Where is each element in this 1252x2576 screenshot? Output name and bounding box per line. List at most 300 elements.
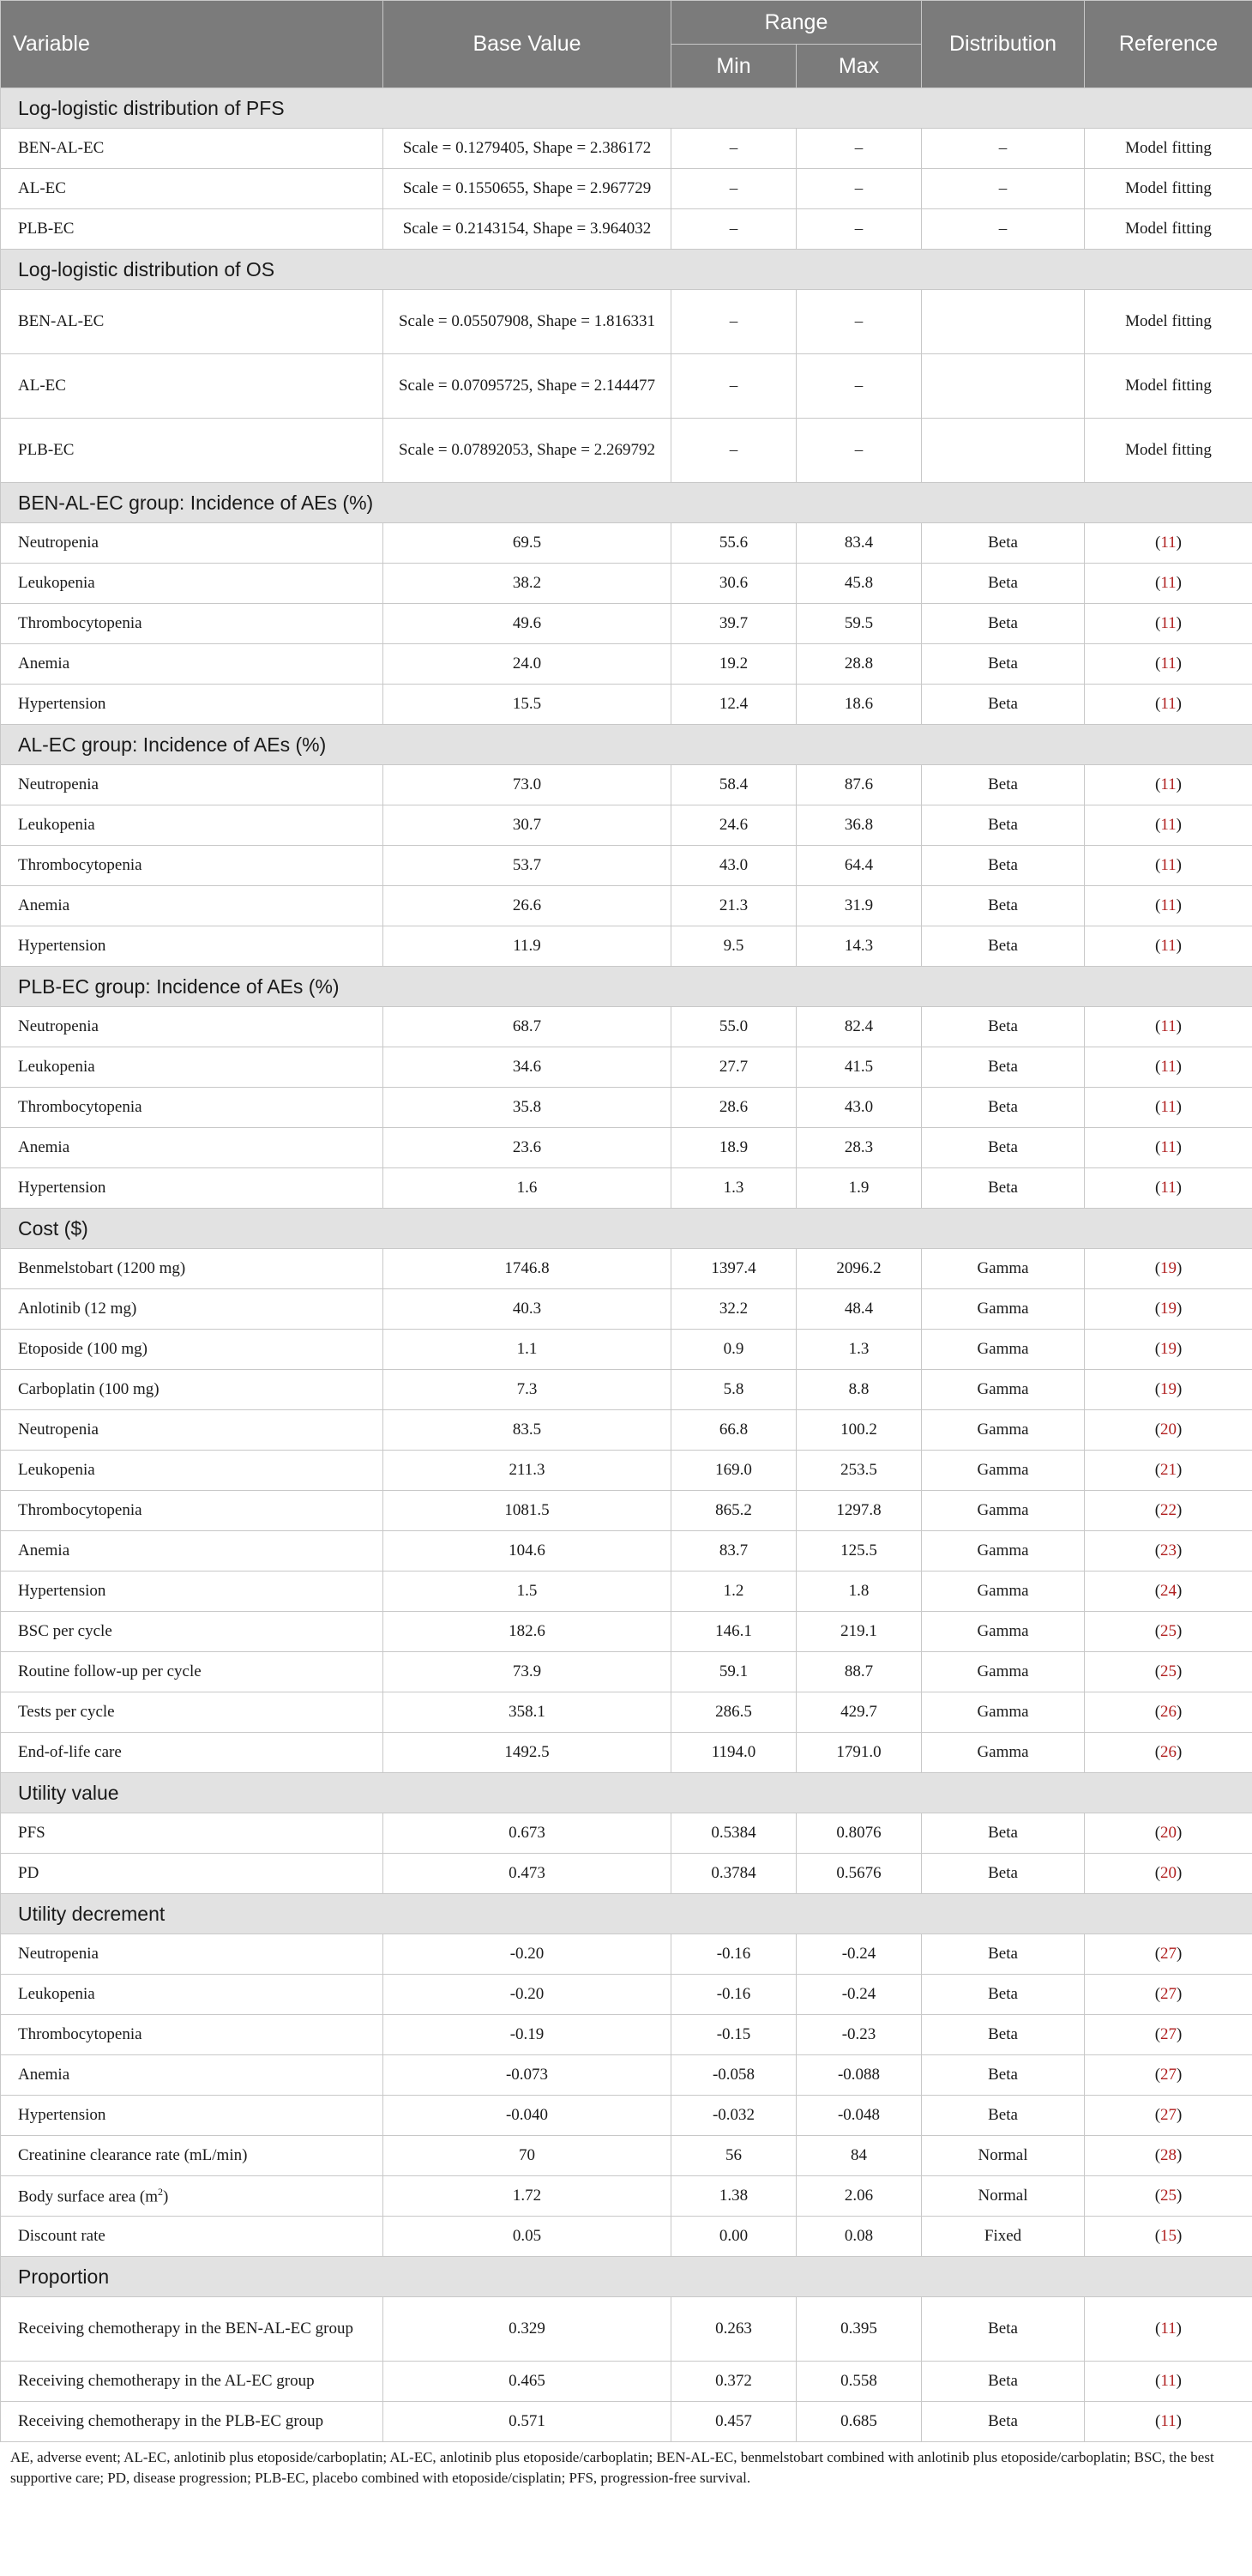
reference-link[interactable]: 27: [1160, 2106, 1177, 2124]
section-title: Cost ($): [1, 1209, 1252, 1249]
distribution-cell: Beta: [922, 1007, 1085, 1047]
ref-close-paren: ): [1176, 1098, 1182, 1116]
min-cell: 83.7: [671, 1531, 797, 1572]
reference-cell: [1085, 805, 1252, 846]
reference-link[interactable]: 19: [1160, 1300, 1177, 1318]
base-value-cell: 1.6: [383, 1168, 671, 1209]
variable-cell: [1, 1047, 383, 1088]
variable-cell: [1, 805, 383, 846]
variable-cell: [1, 1330, 383, 1370]
table-row: [1, 1531, 1252, 1572]
reference-cell: [1085, 846, 1252, 886]
reference-link[interactable]: 19: [1160, 1259, 1177, 1277]
variable-suffix: ): [163, 2187, 169, 2206]
variable-cell: [1, 1652, 383, 1692]
reference-link[interactable]: 11: [1160, 856, 1177, 874]
reference-cell: [1085, 685, 1252, 725]
min-cell: 24.6: [671, 805, 797, 846]
min-cell: 9.5: [671, 926, 797, 967]
max-cell: -0.24: [797, 1975, 922, 2015]
header-base-value: Base Value: [383, 1, 671, 88]
reference-link[interactable]: 27: [1160, 2066, 1177, 2084]
table-row: [1, 2362, 1252, 2402]
ref-close-paren: ): [1177, 1945, 1183, 1963]
table-row: [1, 1370, 1252, 1410]
table-row: [1, 2402, 1252, 2442]
base-value-cell: -0.19: [383, 2015, 671, 2055]
reference-cell: [1085, 1370, 1252, 1410]
distribution-cell: Beta: [922, 2096, 1085, 2136]
table-row: [1, 1128, 1252, 1168]
ref-open-paren: (: [1154, 1461, 1161, 1479]
reference-link[interactable]: 20: [1160, 1421, 1177, 1439]
table-row: [1, 564, 1252, 604]
variable-cell: [1, 644, 383, 685]
distribution-cell: Fixed: [922, 2217, 1085, 2257]
variable-cell: [1, 564, 383, 604]
ref-close-paren: ): [1176, 775, 1182, 793]
variable-cell: [1, 354, 383, 419]
reference-cell: [1085, 1934, 1252, 1975]
reference-link[interactable]: 11: [1160, 2412, 1177, 2430]
max-cell: -0.088: [797, 2055, 922, 2096]
reference-cell: [1085, 1289, 1252, 1330]
ref-open-paren: (: [1154, 2187, 1161, 2205]
ref-open-paren: (: [1154, 1662, 1161, 1680]
base-value-cell: 1.5: [383, 1572, 671, 1612]
reference-link[interactable]: 19: [1160, 1380, 1177, 1398]
max-cell: 0.685: [797, 2402, 922, 2442]
reference-link[interactable]: 25: [1160, 2187, 1177, 2205]
variable-label: Thrombocytopenia: [18, 2025, 142, 2043]
ref-open-paren: (: [1155, 614, 1161, 632]
variable-label: Benmelstobart (1200 mg): [18, 1259, 186, 1277]
max-cell: 8.8: [797, 1370, 922, 1410]
reference-link[interactable]: 27: [1160, 1945, 1177, 1963]
max-cell: 59.5: [797, 604, 922, 644]
distribution-cell: Gamma: [922, 1330, 1085, 1370]
distribution-cell: Normal: [922, 2176, 1085, 2217]
ref-close-paren: ): [1177, 1461, 1183, 1479]
max-cell: –: [797, 209, 922, 250]
reference-cell: [1085, 523, 1252, 564]
ref-close-paren: ): [1177, 2025, 1183, 2043]
variable-label: Anemia: [18, 1138, 70, 1156]
reference-text: Model fitting: [1125, 312, 1212, 330]
max-cell: 41.5: [797, 1047, 922, 1088]
ref-close-paren: ): [1176, 937, 1182, 955]
base-value-cell: 0.329: [383, 2297, 671, 2362]
max-cell: 48.4: [797, 1289, 922, 1330]
base-value-cell: Scale = 0.2143154, Shape = 3.964032: [383, 209, 671, 250]
section-title: Utility value: [1, 1773, 1252, 1813]
ref-close-paren: ): [1176, 614, 1182, 632]
min-cell: 0.457: [671, 2402, 797, 2442]
min-cell: 0.263: [671, 2297, 797, 2362]
base-value-cell: 73.0: [383, 765, 671, 805]
base-value-cell: 0.05: [383, 2217, 671, 2257]
variable-label: Leukopenia: [18, 1058, 95, 1076]
ref-close-paren: ): [1177, 1380, 1183, 1398]
ref-open-paren: (: [1154, 1743, 1161, 1761]
reference-link[interactable]: 11: [1160, 1138, 1177, 1156]
variable-cell: [1, 1531, 383, 1572]
table-row: [1, 2297, 1252, 2362]
reference-link[interactable]: 11: [1160, 1058, 1177, 1076]
reference-link[interactable]: 11: [1160, 775, 1177, 793]
variable-cell: [1, 1692, 383, 1733]
reference-link[interactable]: 26: [1160, 1703, 1177, 1721]
variable-cell: [1, 926, 383, 967]
reference-cell: [1085, 169, 1252, 209]
table-row: [1, 1652, 1252, 1692]
section-header-row: [1, 483, 1252, 523]
reference-link[interactable]: 11: [1160, 1179, 1177, 1197]
table-row: [1, 1410, 1252, 1451]
base-value-cell: Scale = 0.1550655, Shape = 2.967729: [383, 169, 671, 209]
table-row: [1, 1854, 1252, 1894]
reference-link[interactable]: 25: [1160, 1662, 1177, 1680]
min-cell: 28.6: [671, 1088, 797, 1128]
min-cell: 146.1: [671, 1612, 797, 1652]
reference-text: Model fitting: [1125, 220, 1212, 238]
min-cell: 0.5384: [671, 1813, 797, 1854]
ref-open-paren: (: [1154, 1864, 1161, 1882]
reference-link[interactable]: 20: [1160, 1864, 1177, 1882]
distribution-cell: Gamma: [922, 1572, 1085, 1612]
ref-close-paren: ): [1176, 816, 1182, 834]
ref-open-paren: (: [1154, 1622, 1161, 1640]
min-cell: 19.2: [671, 644, 797, 685]
ref-close-paren: ): [1177, 1824, 1183, 1842]
reference-link[interactable]: 11: [1160, 614, 1177, 632]
base-value-cell: 15.5: [383, 685, 671, 725]
distribution-cell: Beta: [922, 644, 1085, 685]
reference-link[interactable]: 11: [1160, 695, 1177, 713]
table-row: [1, 1813, 1252, 1854]
min-cell: 0.3784: [671, 1854, 797, 1894]
reference-cell: [1085, 644, 1252, 685]
reference-cell: [1085, 2402, 1252, 2442]
min-cell: –: [671, 129, 797, 169]
distribution-cell: Beta: [922, 805, 1085, 846]
ref-close-paren: ): [1177, 1501, 1183, 1519]
distribution-cell: Gamma: [922, 1451, 1085, 1491]
ref-open-paren: (: [1154, 1582, 1161, 1600]
distribution-cell: Beta: [922, 2362, 1085, 2402]
base-value-cell: 49.6: [383, 604, 671, 644]
reference-text: Model fitting: [1125, 377, 1212, 395]
table-row: [1, 644, 1252, 685]
reference-link[interactable]: 26: [1160, 1743, 1177, 1761]
distribution-cell: Beta: [922, 1975, 1085, 2015]
variable-cell: [1, 1451, 383, 1491]
max-cell: 45.8: [797, 564, 922, 604]
max-cell: 253.5: [797, 1451, 922, 1491]
variable-label: End-of-life care: [18, 1743, 122, 1761]
reference-link[interactable]: 25: [1160, 1622, 1177, 1640]
variable-cell: [1, 419, 383, 483]
base-value-cell: 11.9: [383, 926, 671, 967]
base-value-cell: 26.6: [383, 886, 671, 926]
max-cell: 36.8: [797, 805, 922, 846]
section-title: Log-logistic distribution of OS: [1, 250, 1252, 290]
max-cell: 28.8: [797, 644, 922, 685]
variable-cell: [1, 1733, 383, 1773]
ref-close-paren: ): [1177, 2227, 1183, 2245]
ref-close-paren: ): [1176, 655, 1182, 673]
table-row: [1, 765, 1252, 805]
max-cell: 125.5: [797, 1531, 922, 1572]
variable-label: Thrombocytopenia: [18, 1098, 142, 1116]
reference-link[interactable]: 22: [1160, 1501, 1177, 1519]
reference-link[interactable]: 20: [1160, 1824, 1177, 1842]
variable-label: Anemia: [18, 655, 70, 673]
base-value-cell: 0.473: [383, 1854, 671, 1894]
min-cell: 1.38: [671, 2176, 797, 2217]
max-cell: 0.395: [797, 2297, 922, 2362]
reference-link[interactable]: 11: [1160, 896, 1177, 914]
reference-link[interactable]: 24: [1160, 1582, 1177, 1600]
table-row: [1, 2217, 1252, 2257]
reference-cell: [1085, 2015, 1252, 2055]
min-cell: 286.5: [671, 1692, 797, 1733]
reference-link[interactable]: 11: [1160, 574, 1177, 592]
table-row: [1, 1612, 1252, 1652]
reference-link[interactable]: 28: [1160, 2146, 1177, 2164]
max-cell: 0.8076: [797, 1813, 922, 1854]
variable-cell: [1, 1975, 383, 2015]
distribution-cell: [922, 290, 1085, 354]
variable-label: Leukopenia: [18, 1461, 95, 1479]
min-cell: 59.1: [671, 1652, 797, 1692]
base-value-cell: Scale = 0.1279405, Shape = 2.386172: [383, 129, 671, 169]
table-row: [1, 886, 1252, 926]
header-distribution: Distribution: [922, 1, 1085, 88]
variable-label: Thrombocytopenia: [18, 1501, 142, 1519]
distribution-cell: Beta: [922, 846, 1085, 886]
reference-link[interactable]: 11: [1160, 655, 1177, 673]
table-row: [1, 2015, 1252, 2055]
section-header-row: [1, 725, 1252, 765]
max-cell: 1.9: [797, 1168, 922, 1209]
min-cell: 39.7: [671, 604, 797, 644]
reference-cell: [1085, 1531, 1252, 1572]
reference-text: Model fitting: [1125, 441, 1212, 459]
max-cell: 2096.2: [797, 1249, 922, 1289]
variable-label: Discount rate: [18, 2227, 105, 2245]
distribution-cell: Gamma: [922, 1612, 1085, 1652]
ref-close-paren: ): [1177, 1864, 1183, 1882]
table-row: [1, 1088, 1252, 1128]
reference-link[interactable]: 21: [1160, 1461, 1177, 1479]
reference-link[interactable]: 15: [1160, 2227, 1177, 2245]
table-row: [1, 1491, 1252, 1531]
max-cell: 14.3: [797, 926, 922, 967]
min-cell: 865.2: [671, 1491, 797, 1531]
min-cell: –: [671, 290, 797, 354]
reference-link[interactable]: 11: [1160, 1098, 1177, 1116]
variable-cell: [1, 1854, 383, 1894]
reference-cell: [1085, 2176, 1252, 2217]
ref-open-paren: (: [1155, 2412, 1161, 2430]
min-cell: 43.0: [671, 846, 797, 886]
ref-open-paren: (: [1154, 2227, 1161, 2245]
reference-cell: [1085, 1733, 1252, 1773]
section-title: PLB-EC group: Incidence of AEs (%): [1, 967, 1252, 1007]
variable-cell: [1, 765, 383, 805]
base-value-cell: 73.9: [383, 1652, 671, 1692]
ref-open-paren: (: [1155, 655, 1161, 673]
table-row: [1, 1934, 1252, 1975]
reference-link[interactable]: 11: [1160, 2320, 1177, 2338]
max-cell: 43.0: [797, 1088, 922, 1128]
ref-open-paren: (: [1154, 2066, 1161, 2084]
variable-cell: [1, 290, 383, 354]
ref-close-paren: ): [1176, 1138, 1182, 1156]
reference-link[interactable]: 11: [1160, 534, 1177, 552]
section-title: Utility decrement: [1, 1894, 1252, 1934]
max-cell: 1.8: [797, 1572, 922, 1612]
distribution-cell: Beta: [922, 1128, 1085, 1168]
variable-cell: [1, 886, 383, 926]
max-cell: 0.558: [797, 2362, 922, 2402]
min-cell: 55.0: [671, 1007, 797, 1047]
section-title: Proportion: [1, 2257, 1252, 2297]
distribution-cell: Beta: [922, 1047, 1085, 1088]
reference-link[interactable]: 27: [1160, 2025, 1177, 2043]
reference-cell: [1085, 290, 1252, 354]
ref-close-paren: ): [1176, 1017, 1182, 1035]
table-row: [1, 1007, 1252, 1047]
ref-close-paren: ): [1177, 1662, 1183, 1680]
distribution-cell: Beta: [922, 604, 1085, 644]
ref-open-paren: (: [1154, 2106, 1161, 2124]
variable-cell: [1, 1572, 383, 1612]
min-cell: 55.6: [671, 523, 797, 564]
reference-cell: [1085, 1410, 1252, 1451]
min-cell: 12.4: [671, 685, 797, 725]
variable-label: Thrombocytopenia: [18, 614, 142, 632]
variable-cell: [1, 1088, 383, 1128]
variable-label: Anemia: [18, 896, 70, 914]
reference-text: Model fitting: [1125, 139, 1212, 157]
base-value-cell: 35.8: [383, 1088, 671, 1128]
max-cell: 1791.0: [797, 1733, 922, 1773]
ref-open-paren: (: [1154, 1945, 1161, 1963]
distribution-cell: Gamma: [922, 1289, 1085, 1330]
min-cell: -0.15: [671, 2015, 797, 2055]
max-cell: 1297.8: [797, 1491, 922, 1531]
base-value-cell: -0.20: [383, 1975, 671, 2015]
variable-label: PLB-EC: [18, 441, 75, 459]
ref-close-paren: ): [1177, 1300, 1183, 1318]
max-cell: 2.06: [797, 2176, 922, 2217]
reference-cell: [1085, 1491, 1252, 1531]
ref-open-paren: (: [1155, 856, 1161, 874]
min-cell: 21.3: [671, 886, 797, 926]
ref-close-paren: ): [1177, 2187, 1183, 2205]
distribution-cell: Beta: [922, 1168, 1085, 1209]
distribution-cell: Gamma: [922, 1491, 1085, 1531]
min-cell: 5.8: [671, 1370, 797, 1410]
variable-cell: [1, 169, 383, 209]
table-row: [1, 685, 1252, 725]
ref-close-paren: ): [1176, 896, 1182, 914]
reference-link[interactable]: 27: [1160, 1985, 1177, 2003]
variable-label: Leukopenia: [18, 574, 95, 592]
section-header-row: [1, 1773, 1252, 1813]
variable-label: Anlotinib (12 mg): [18, 1300, 137, 1318]
reference-cell: [1085, 209, 1252, 250]
section-header-row: [1, 1209, 1252, 1249]
reference-link[interactable]: 11: [1160, 937, 1177, 955]
variable-label: Hypertension: [18, 1582, 106, 1600]
ref-close-paren: ): [1177, 1703, 1183, 1721]
reference-cell: [1085, 1612, 1252, 1652]
variable-label: PD: [18, 1864, 39, 1882]
reference-cell: [1085, 1975, 1252, 2015]
base-value-cell: 23.6: [383, 1128, 671, 1168]
base-value-cell: Scale = 0.05507908, Shape = 1.816331: [383, 290, 671, 354]
ref-open-paren: (: [1154, 1501, 1161, 1519]
reference-link[interactable]: 23: [1160, 1541, 1177, 1559]
ref-open-paren: (: [1155, 534, 1161, 552]
reference-link[interactable]: 11: [1160, 816, 1177, 834]
distribution-cell: Gamma: [922, 1531, 1085, 1572]
header-range: Range: [671, 1, 922, 45]
reference-link[interactable]: 11: [1160, 2372, 1177, 2390]
variable-cell: [1, 2096, 383, 2136]
max-cell: –: [797, 419, 922, 483]
variable-label: Routine follow-up per cycle: [18, 1662, 202, 1680]
max-cell: 0.08: [797, 2217, 922, 2257]
reference-link[interactable]: 19: [1160, 1340, 1177, 1358]
ref-open-paren: (: [1154, 1824, 1161, 1842]
base-value-cell: 1492.5: [383, 1733, 671, 1773]
ref-close-paren: ): [1177, 1622, 1183, 1640]
ref-close-paren: ): [1177, 2066, 1183, 2084]
ref-close-paren: ): [1176, 1179, 1182, 1197]
reference-link[interactable]: 11: [1160, 1017, 1177, 1035]
variable-cell: [1, 2297, 383, 2362]
section-header-row: [1, 250, 1252, 290]
table-row: [1, 2176, 1252, 2217]
ref-close-paren: ): [1176, 2412, 1182, 2430]
table-row: [1, 926, 1252, 967]
variable-label: Hypertension: [18, 2106, 106, 2124]
distribution-cell: Gamma: [922, 1370, 1085, 1410]
distribution-cell: Beta: [922, 1934, 1085, 1975]
table-footnote: AE, adverse event; AL-EC, anlotinib plus etoposide/carboplatin; AL-EC, anlotinib plus etoposide/carboplatin; BEN-AL-EC, benmelstobart combined with anlotinib plus etoposide/carboplatin; BSC, the best supportive care; PD, disease progression; PLB-EC, placebo combined with etoposide/cisplatin; PFS, progression-free survival.: [10, 2449, 1214, 2486]
reference-cell: [1085, 2297, 1252, 2362]
variable-cell: [1, 1249, 383, 1289]
table-row: [1, 846, 1252, 886]
base-value-cell: 104.6: [383, 1531, 671, 1572]
table-row: [1, 169, 1252, 209]
max-cell: 1.3: [797, 1330, 922, 1370]
min-cell: -0.16: [671, 1934, 797, 1975]
min-cell: 169.0: [671, 1451, 797, 1491]
reference-cell: [1085, 564, 1252, 604]
distribution-cell: [922, 419, 1085, 483]
ref-open-paren: (: [1154, 1541, 1161, 1559]
variable-cell: [1, 1168, 383, 1209]
max-cell: -0.23: [797, 2015, 922, 2055]
reference-text: Model fitting: [1125, 179, 1212, 197]
base-value-cell: 34.6: [383, 1047, 671, 1088]
ref-close-paren: ): [1176, 1058, 1182, 1076]
